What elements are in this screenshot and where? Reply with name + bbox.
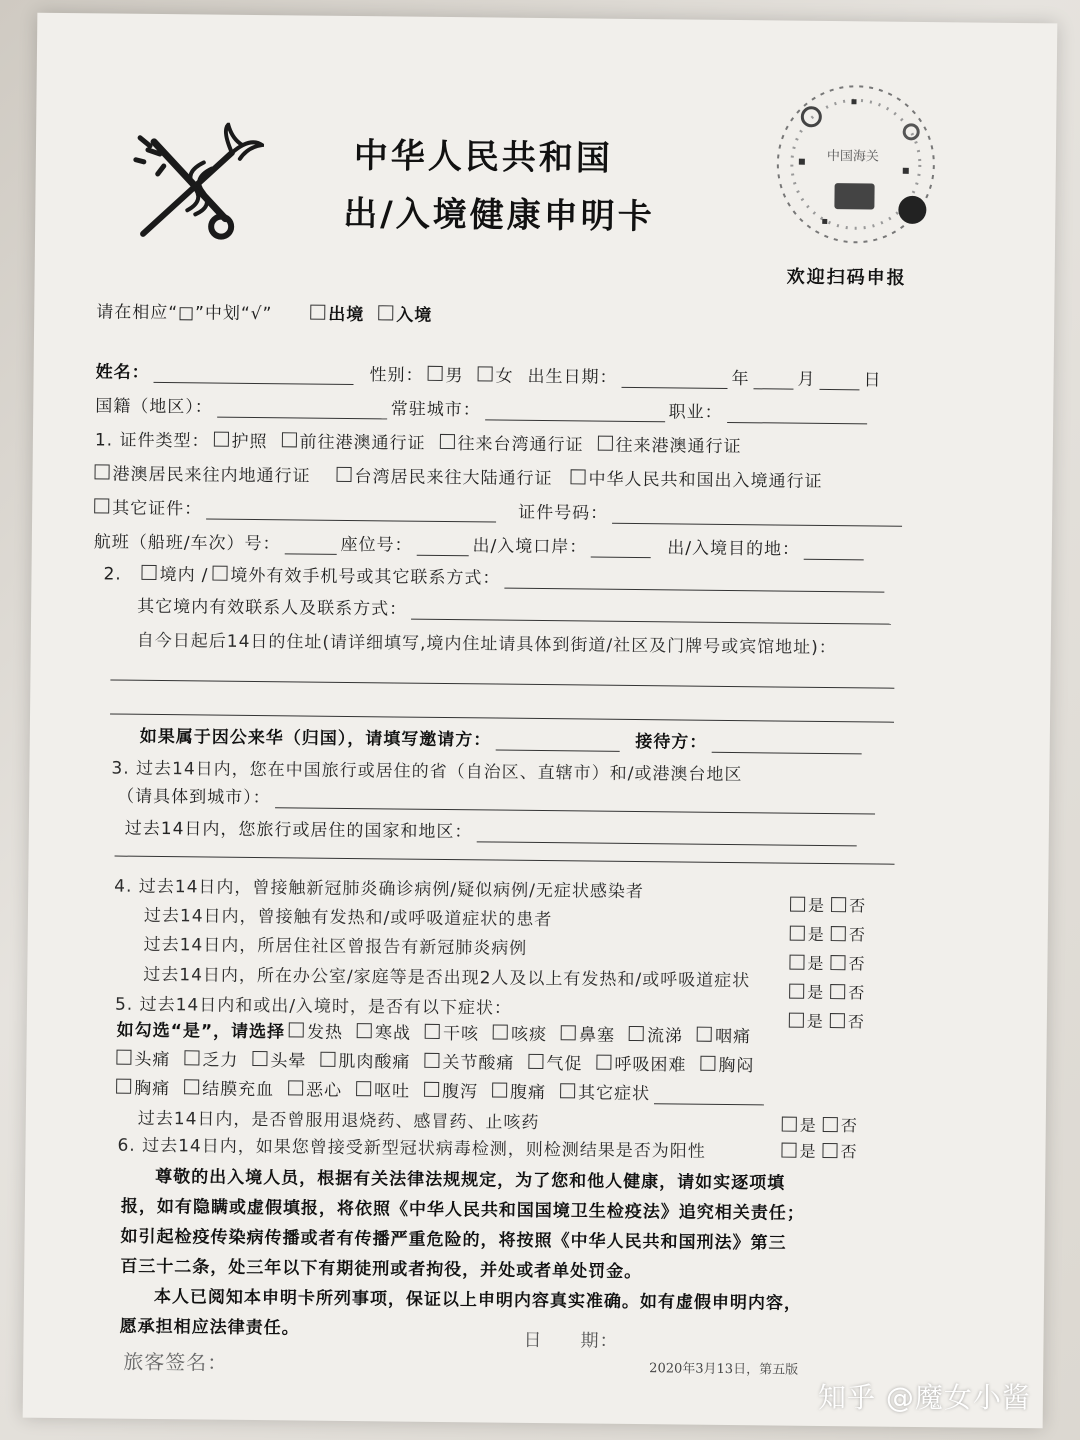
domestic-option[interactable]: 境内 bbox=[142, 560, 196, 586]
seat-label: 座位号： bbox=[340, 534, 413, 556]
declaration-line2: 报，如有隐瞒或虚假填报，将依照《中华人民共和国国境卫生检疫法》追究相关责任； bbox=[120, 1196, 805, 1224]
yes-no-q4-3[interactable]: 是 否 bbox=[789, 951, 865, 975]
contact-field[interactable] bbox=[504, 574, 884, 593]
page-title-line2: 出/入境健康申明卡 bbox=[343, 193, 655, 238]
nationality-label: 国籍（地区）： bbox=[95, 396, 213, 418]
symptom-option[interactable]: 咽痛 bbox=[697, 1022, 751, 1048]
address-field-line2[interactable] bbox=[110, 713, 894, 722]
contact-row: 2. 境内 / 境外有效手机号或其它联系方式： bbox=[103, 559, 884, 592]
health-declaration-card bbox=[23, 13, 1058, 1429]
sex-label: 性别： bbox=[369, 365, 424, 386]
yes-no-q4-1[interactable]: 是 否 bbox=[790, 893, 866, 917]
day-label: 日 bbox=[863, 370, 882, 391]
id-number-field[interactable] bbox=[612, 509, 902, 527]
q3-city-field[interactable] bbox=[275, 793, 875, 814]
qr-caption: 欢迎扫码申报 bbox=[786, 266, 907, 289]
other-contact-row bbox=[137, 592, 891, 625]
id-type-row2 bbox=[94, 459, 832, 492]
inviter-field[interactable] bbox=[495, 736, 619, 752]
dob-year-field[interactable] bbox=[621, 373, 727, 389]
destination-field[interactable] bbox=[804, 545, 864, 561]
dob-label: 出生日期： bbox=[527, 366, 618, 388]
id-type-row1 bbox=[95, 425, 752, 457]
id-other-option[interactable]: 其它证件： bbox=[94, 493, 202, 519]
symptom-option[interactable]: 流涕 bbox=[629, 1021, 683, 1047]
seat-field[interactable] bbox=[416, 541, 468, 557]
name-label: 姓名： bbox=[95, 362, 150, 383]
symptom-option[interactable]: 结膜充血 bbox=[184, 1074, 274, 1100]
symptom-option[interactable]: 胸痛 bbox=[116, 1074, 170, 1100]
name-field[interactable] bbox=[154, 368, 354, 385]
symptoms-row1 bbox=[117, 1016, 762, 1048]
host-field[interactable] bbox=[711, 738, 861, 755]
occupation-field[interactable] bbox=[727, 408, 867, 424]
q4-line4: 过去14日内，所在办公室/家庭等是否出现2人及以上有发热和/或呼吸道症状 bbox=[143, 964, 751, 992]
qr-code[interactable] bbox=[770, 78, 942, 250]
declaration-line6: 愿承担相应法律责任。 bbox=[119, 1316, 300, 1339]
city-label: 常驻城市： bbox=[390, 399, 481, 421]
symptom-option[interactable]: 肌肉酸痛 bbox=[320, 1047, 410, 1073]
symptom-option[interactable]: 头晕 bbox=[252, 1046, 306, 1072]
symptom-option[interactable]: 腹痛 bbox=[492, 1078, 546, 1104]
entry-checkbox[interactable] bbox=[378, 305, 393, 320]
id-option[interactable]: 往来台湾通行证 bbox=[439, 429, 583, 456]
exit-option[interactable]: 出境 bbox=[310, 300, 364, 326]
foreign-option[interactable]: 境外有效手机号或其它联系方式： bbox=[212, 561, 500, 589]
port-field[interactable] bbox=[591, 543, 651, 559]
date-label: 日 期： bbox=[523, 1329, 619, 1352]
host-label: 接待方： bbox=[635, 731, 708, 753]
id-type-label: 1. 证件类型： bbox=[94, 430, 210, 452]
q3-city-row bbox=[117, 782, 875, 815]
symptom-option[interactable]: 鼻塞 bbox=[561, 1020, 615, 1046]
page-title-line1: 中华人民共和国 bbox=[353, 136, 614, 179]
q2-number: 2. bbox=[103, 564, 122, 585]
yes-no-q4-4[interactable]: 是 否 bbox=[789, 980, 865, 1004]
q3-country-label: 过去14日内，您旅行或居住的国家和地区： bbox=[124, 818, 473, 843]
male-option[interactable]: 男 bbox=[427, 361, 463, 386]
symptom-option[interactable]: 胸闷 bbox=[700, 1051, 754, 1077]
customs-emblem-icon bbox=[113, 122, 264, 254]
month-label: 月 bbox=[797, 369, 816, 390]
declaration-line4: 百三十二条，处三年以下有期徒刑或者拘役，并处或者单处罚金。 bbox=[120, 1256, 643, 1283]
direction-row bbox=[96, 297, 442, 326]
q6-question: 6. 过去14日内，如果您曾接受新型冠状病毒检测，则检测结果是否为阳性 bbox=[117, 1135, 706, 1162]
other-contact-label: 其它境内有效联系人及联系方式： bbox=[137, 596, 408, 620]
symptom-option[interactable]: 头痛 bbox=[116, 1045, 170, 1071]
symptom-option[interactable]: 发热 bbox=[289, 1017, 343, 1043]
signature-label: 旅客签名： bbox=[123, 1349, 229, 1375]
id-other-row bbox=[94, 493, 902, 526]
symptoms-row3 bbox=[116, 1074, 764, 1106]
name-row bbox=[96, 357, 882, 390]
yes-no-q5[interactable]: 是 否 bbox=[789, 1009, 865, 1033]
destination-label: 出/入境目的地： bbox=[667, 538, 801, 560]
nationality-field[interactable] bbox=[217, 403, 387, 420]
medicine-question: 过去14日内，是否曾服用退烧药、感冒药、止咳药 bbox=[137, 1108, 540, 1134]
id-other-field[interactable] bbox=[206, 504, 496, 522]
dob-month-field[interactable] bbox=[753, 374, 793, 389]
symptom-option[interactable]: 呕吐 bbox=[356, 1076, 410, 1102]
symptom-option[interactable]: 寒战 bbox=[357, 1018, 411, 1044]
q4-line1: 4. 过去14日内，曾接触新冠肺炎确诊病例/疑似病例/无症状感染者 bbox=[114, 876, 645, 903]
id-option[interactable]: 前往港澳通行证 bbox=[281, 427, 425, 454]
symptoms-row2 bbox=[116, 1045, 764, 1077]
symptom-option[interactable]: 腹泻 bbox=[424, 1077, 478, 1103]
flight-field[interactable] bbox=[284, 539, 336, 555]
symptom-option[interactable]: 呼吸困难 bbox=[596, 1050, 686, 1076]
female-option[interactable]: 女 bbox=[477, 361, 513, 386]
q3-country-row bbox=[125, 814, 857, 847]
yes-no-medicine[interactable]: 是 否 bbox=[782, 1113, 858, 1137]
port-label: 出/入境口岸： bbox=[472, 536, 588, 558]
other-contact-field[interactable] bbox=[411, 605, 891, 625]
dob-day-field[interactable] bbox=[819, 375, 859, 390]
q3-country-field-line2[interactable] bbox=[115, 856, 895, 865]
occupation-label: 职业： bbox=[668, 402, 723, 423]
declaration-line3: 如引起检疫传染病传播或者有传播严重危险的，将按照《中华人民共和国刑法》第三 bbox=[120, 1226, 787, 1254]
year-label: 年 bbox=[731, 368, 750, 390]
q3-country-field[interactable] bbox=[476, 827, 856, 846]
travel-row bbox=[94, 527, 864, 560]
declaration-line5: 本人已阅知本申明卡所列事项，保证以上申明内容真实准确。如有虚假申明内容， bbox=[153, 1286, 803, 1314]
id-option[interactable]: 中华人民共和国出入境通行证 bbox=[570, 464, 822, 492]
id-option[interactable]: 台湾居民来往大陆通行证 bbox=[336, 462, 552, 489]
flight-label: 航班（船班/车次）号： bbox=[93, 532, 281, 555]
symptom-other-field[interactable] bbox=[654, 1089, 764, 1105]
official-label: 如果属于因公来华（归国），请填写邀请方： bbox=[139, 726, 492, 751]
city-field[interactable] bbox=[485, 405, 665, 422]
id-option[interactable]: 护照 bbox=[213, 427, 267, 453]
q4-line2: 过去14日内，曾接触有发热和/或呼吸道症状的患者 bbox=[143, 905, 553, 931]
symptom-option[interactable]: 干咳 bbox=[425, 1019, 479, 1045]
yes-no-q4-2[interactable]: 是 否 bbox=[790, 922, 866, 946]
official-row bbox=[140, 722, 862, 755]
entry-option[interactable]: 入境 bbox=[378, 300, 432, 326]
declaration-line1: 尊敬的出入境人员，根据有关法律法规规定，为了您和他人健康，请如实逐项填 bbox=[155, 1166, 786, 1194]
address-field-line1[interactable] bbox=[110, 679, 894, 688]
symptom-option[interactable]: 咳痰 bbox=[493, 1020, 547, 1046]
id-option[interactable]: 往来港澳通行证 bbox=[597, 431, 741, 458]
direction-instruction: 请在相应“□”中划“√” bbox=[96, 302, 273, 325]
q3-city-label: （请具体到城市）： bbox=[117, 786, 271, 809]
address-label: 自今日起后14日的住址(请详细填写,境内住址请具体到街道/社区及门牌号或宾馆地址)： bbox=[136, 630, 837, 659]
symptom-option[interactable]: 乏力 bbox=[184, 1045, 238, 1071]
symptom-other-option[interactable]: 其它症状 bbox=[560, 1078, 650, 1104]
yes-no-q6[interactable]: 是 否 bbox=[781, 1139, 857, 1163]
id-number-label: 证件号码： bbox=[518, 502, 609, 524]
version-label: 2020年3月13日，第五版 bbox=[649, 1361, 799, 1378]
symptom-option[interactable]: 恶心 bbox=[288, 1075, 342, 1101]
qr-center-label: 中国海关 bbox=[826, 148, 880, 165]
q3-line1: 3. 过去14日内，您在中国旅行或居住的省（自治区、直辖市）和/或港澳台地区 bbox=[111, 758, 743, 786]
q5-line1: 5. 过去14日内和或出/入境时，是否有以下症状： bbox=[114, 994, 513, 1019]
symptom-option[interactable]: 关节酸痛 bbox=[424, 1048, 514, 1074]
nationality-row bbox=[95, 391, 867, 424]
symptoms-prompt: 如勾选“是”，请选择 bbox=[116, 1020, 286, 1043]
exit-checkbox[interactable] bbox=[310, 305, 325, 320]
zhihu-watermark: 知乎 @魔女小酱 bbox=[818, 1381, 1031, 1414]
symptom-option[interactable]: 气促 bbox=[528, 1049, 582, 1075]
q4-line3: 过去14日内，所居住社区曾报告有新冠肺炎病例 bbox=[143, 934, 528, 959]
id-option[interactable]: 港澳居民来往内地通行证 bbox=[94, 459, 310, 486]
